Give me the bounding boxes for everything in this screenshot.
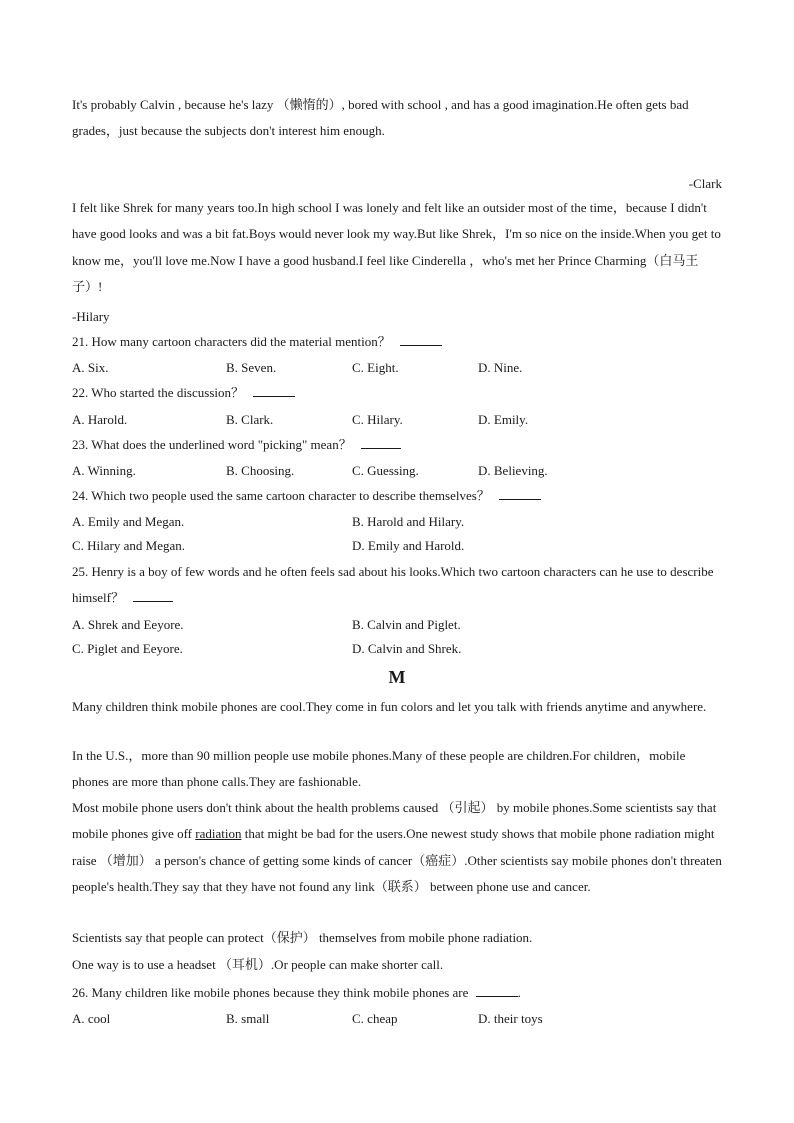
option-25-d: D. Calvin and Shrek. bbox=[352, 641, 462, 656]
option-23-d: D. Believing. bbox=[478, 463, 548, 478]
question-23-text: 23. What does the underlined word "picking" mean？ bbox=[72, 437, 352, 452]
passage-m-paragraph-3 bbox=[72, 795, 724, 900]
option-23-c: C. Guessing. bbox=[352, 463, 419, 478]
signature-clark: -Clark bbox=[688, 176, 722, 191]
question-23-stem bbox=[72, 436, 401, 454]
question-25-stem bbox=[72, 559, 724, 612]
section-heading: M bbox=[388, 667, 406, 687]
paragraph-3-part-2: that might be bad for the users.One newest study shows that mobile phone radiation might raise （增加） a person's chance of getting some kinds of cancer（癌症）.Other scientists say mobile phones don't threaten people's health.They say that they have not found any link（联系） between phone use and cancer. bbox=[72, 826, 722, 894]
passage-paragraph-shrek: I felt like Shrek for many years too.In high school I was lonely and felt like an outsider most of the time，because I didn't have good looks and was a bit fat.Boys would never look my way.But like Shrek，I'm so nice on the inside.When you get to know me，you'll love me.Now I have a good husband.I feel like Cinderella ，who's met her Prince Charming（白马王子）! bbox=[72, 200, 721, 294]
question-22-stem bbox=[72, 384, 295, 402]
answer-blank bbox=[400, 333, 442, 346]
answer-blank bbox=[361, 436, 401, 449]
signature-hilary: -Hilary bbox=[72, 309, 110, 324]
passage-m-paragraph-5: One way is to use a headset （耳机）.Or people can make shorter call. bbox=[72, 957, 444, 972]
option-25-c: C. Piglet and Eeyore. bbox=[72, 641, 183, 656]
option-23-b: B. Choosing. bbox=[226, 463, 295, 478]
answer-blank bbox=[476, 984, 518, 997]
passage-m-paragraph-1: Many children think mobile phones are cool.They come in fun colors and let you talk with friends anytime and anywhere. bbox=[72, 699, 707, 714]
underlined-word-radiation: radiation bbox=[195, 826, 242, 842]
option-24-b: B. Harold and Hilary. bbox=[352, 514, 465, 529]
paragraph-3-part-1: Most mobile phone users don't think about the health problems caused （引起） by mobile phones.Some scientists say that mobile phones give off bbox=[72, 800, 717, 842]
passage-m-paragraph-4: Scientists say that people can protect（保护） themselves from mobile phone radiation. bbox=[72, 930, 533, 945]
option-22-b: B. Clark. bbox=[226, 412, 274, 427]
question-24-stem bbox=[72, 487, 541, 505]
question-24-text: 24. Which two people used the same cartoon character to describe themselves？ bbox=[72, 488, 490, 503]
question-26-end: . bbox=[517, 985, 521, 1000]
option-22-a: A. Harold. bbox=[72, 412, 128, 427]
option-21-a: A. Six. bbox=[72, 360, 109, 375]
question-25-text: 25. Henry is a boy of few words and he often feels sad about his looks.Which two cartoon characters can he use to describe himself？ bbox=[72, 564, 714, 606]
option-26-a: A. cool bbox=[72, 1011, 111, 1026]
option-26-c: C. cheap bbox=[352, 1011, 398, 1026]
option-23-a: A. Winning. bbox=[72, 463, 136, 478]
question-22-text: 22. Who started the discussion？ bbox=[72, 385, 244, 400]
option-21-b: B. Seven. bbox=[226, 360, 277, 375]
option-22-c: C. Hilary. bbox=[352, 412, 403, 427]
option-24-c: C. Hilary and Megan. bbox=[72, 538, 186, 553]
answer-blank bbox=[253, 384, 295, 397]
question-26-stem bbox=[72, 984, 521, 1002]
option-25-a: A. Shrek and Eeyore. bbox=[72, 617, 184, 632]
option-25-b: B. Calvin and Piglet. bbox=[352, 617, 461, 632]
option-24-d: D. Emily and Harold. bbox=[352, 538, 465, 553]
option-24-a: A. Emily and Megan. bbox=[72, 514, 185, 529]
option-22-d: D. Emily. bbox=[478, 412, 529, 427]
question-21-text: 21. How many cartoon characters did the material mention？ bbox=[72, 334, 391, 349]
option-21-c: C. Eight. bbox=[352, 360, 399, 375]
option-21-d: D. Nine. bbox=[478, 360, 523, 375]
answer-blank bbox=[499, 487, 541, 500]
question-26-text: 26. Many children like mobile phones because they think mobile phones are bbox=[72, 985, 469, 1000]
answer-blank bbox=[133, 589, 173, 602]
option-26-b: B. small bbox=[226, 1011, 270, 1026]
question-21-stem bbox=[72, 333, 442, 351]
passage-m-paragraph-2: In the U.S.，more than 90 million people use mobile phones.Many of these people are children.For children，mobile phones are more than phone calls.They are fashionable. bbox=[72, 748, 686, 790]
option-26-d: D. their toys bbox=[478, 1011, 543, 1026]
passage-paragraph-calvin: It's probably Calvin , because he's lazy （懒惰的）, bored with school , and has a good imagination.He often gets bad grades，just because the subjects don't interest him enough. bbox=[72, 97, 689, 139]
